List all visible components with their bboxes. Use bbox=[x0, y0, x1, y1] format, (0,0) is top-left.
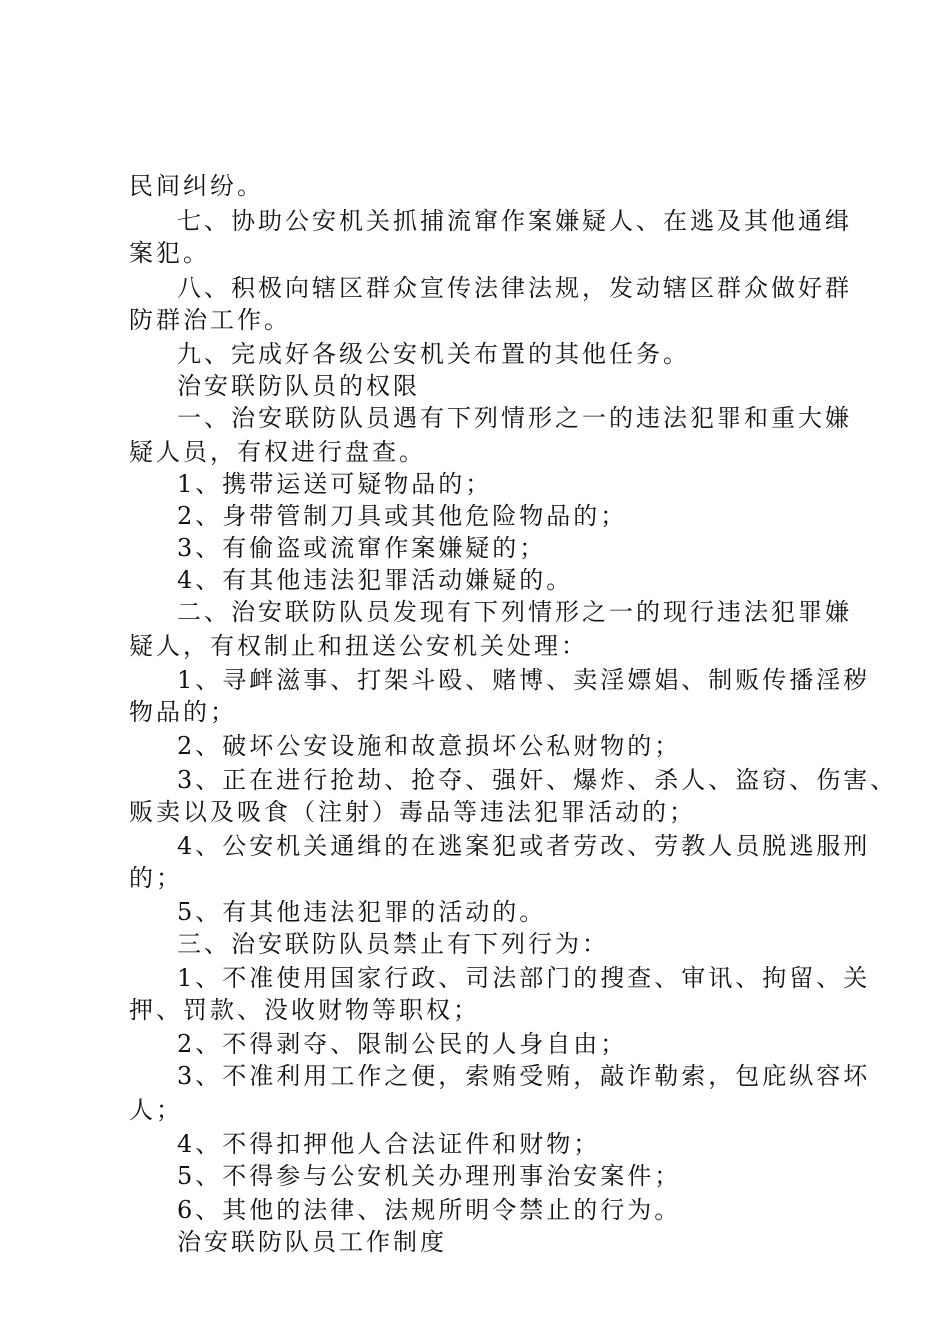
text-line: 4、不得扣押他人合法证件和财物； bbox=[177, 1130, 601, 1158]
text-line: 6、其他的法律、法规所明令禁止的行为。 bbox=[177, 1196, 682, 1224]
text-line: 5、不得参与公安机关办理刑事治安案件； bbox=[177, 1162, 682, 1190]
text-line: 疑人员，有权进行盘查。 bbox=[129, 438, 426, 466]
text-line: 的； bbox=[129, 864, 183, 892]
text-line: 防群治工作。 bbox=[129, 306, 291, 334]
text-line: 物品的； bbox=[129, 698, 237, 726]
text-line: 4、公安机关通缉的在逃案犯或者劳改、劳教人员脱逃服刑 bbox=[177, 832, 871, 860]
text-line: 贩卖以及吸食（注射）毒品等违法犯罪活动的； bbox=[129, 798, 696, 826]
text-line: 九、完成好各级公安机关布置的其他任务。 bbox=[177, 340, 690, 368]
text-line: 3、正在进行抢劫、抢夺、强奸、爆炸、杀人、盗窃、伤害、 bbox=[177, 766, 898, 794]
text-line: 二、治安联防队员发现有下列情形之一的现行违法犯罪嫌 bbox=[177, 598, 852, 626]
section-heading: 治安联防队员的权限 bbox=[177, 372, 420, 400]
text-line: 4、有其他违法犯罪活动嫌疑的。 bbox=[177, 566, 574, 594]
text-line: 2、破坏公安设施和故意损坏公私财物的； bbox=[177, 732, 682, 760]
text-line: 八、积极向辖区群众宣传法律法规，发动辖区群众做好群 bbox=[177, 274, 852, 302]
text-line: 疑人，有权制止和扭送公安机关处理： bbox=[129, 632, 588, 660]
section-heading: 治安联防队员工作制度 bbox=[177, 1228, 447, 1256]
text-line: 1、寻衅滋事、打架斗殴、赌博、卖淫嫖娼、制贩传播淫秽 bbox=[177, 666, 871, 694]
text-line: 三、治安联防队员禁止有下列行为： bbox=[177, 930, 609, 958]
text-line: 案犯。 bbox=[129, 239, 210, 267]
text-line: 2、身带管制刀具或其他危险物品的； bbox=[177, 502, 628, 530]
text-line: 押、罚款、没收财物等职权； bbox=[129, 996, 480, 1024]
text-line: 1、不准使用国家行政、司法部门的搜查、审讯、拘留、关 bbox=[177, 964, 871, 992]
text-line: 人； bbox=[129, 1096, 183, 1124]
text-line: 民间纠纷。 bbox=[129, 172, 264, 200]
text-line: 一、治安联防队员遇有下列情形之一的违法犯罪和重大嫌 bbox=[177, 404, 852, 432]
text-line: 1、携带运送可疑物品的； bbox=[177, 470, 493, 498]
text-line: 七、协助公安机关抓捕流窜作案嫌疑人、在逃及其他通缉 bbox=[177, 207, 852, 235]
text-line: 5、有其他违法犯罪的活动的。 bbox=[177, 898, 547, 926]
text-line: 2、不得剥夺、限制公民的人身自由； bbox=[177, 1030, 628, 1058]
text-line: 3、有偷盗或流窜作案嫌疑的； bbox=[177, 534, 547, 562]
text-line: 3、不准利用工作之便，索贿受贿，敲诈勒索，包庇纵容坏 bbox=[177, 1062, 871, 1090]
